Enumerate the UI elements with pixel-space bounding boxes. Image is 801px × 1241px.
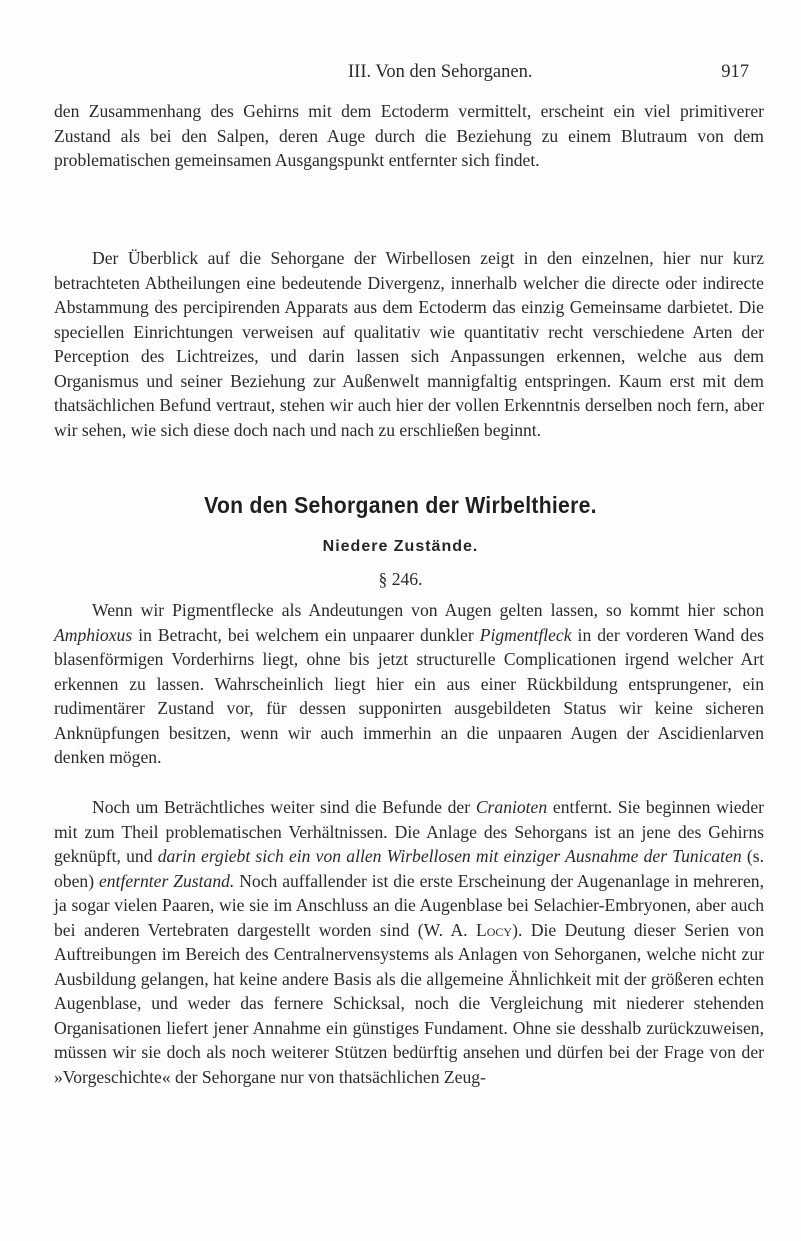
text-run: Noch auffallender ist die erste Erscheinung der Augenanlage in mehreren, ja sogar vielen Paaren, wie sie im Anschluss an die Augenblase bei Selachier-Embryonen, aber auch bei anderen Vertebraten dargestellt worden sind (W. A. [54,870,764,940]
italic-term: Cranioten [475,797,548,817]
subsection-heading: Niedere Zustände. [322,538,479,555]
text-run: ). Die Deutung dieser Serien von Auftreibungen im Bereich des Centralnervensystems als Anlagen von Sehorganen, welche nicht zur Ausbildung gelangen, hat keine andere Basis als die allgemeine Ähnlichkeit mit der größeren echten Augenblase, und weder das fernere Schicksal, noch die Vergleichung mit niederer stehenden Organisationen liefert jener Annahme ein günstiges Fundament. Ohne sie desshalb zurückzuweisen, müssen wir sie doch als noch weiterer Stützen bedürftig ansehen und dürfen bei der Frage von der »Vorgeschichte« der Sehorgane nur von thatsächlichen Zeug- [54,919,764,1087]
text-run: (s. oben) [54,846,764,891]
italic-phrase: darin ergiebt sich ein von allen Wirbellosen mit einziger Ausnahme der Tunicaten [157,846,742,866]
running-head [0,60,801,90]
text-run: entfernt. Sie beginnen wieder mit zum Theil problematischen Verhältnissen. Die Anlage des Sehorgans ist an jene des Gehirns geknüpft, und [54,797,764,866]
paragraph-amphioxus [54,598,764,770]
text-run: Noch um Beträchtliches weiter sind die Befunde der [92,797,476,817]
text-run: Wenn wir Pigmentflecke als Andeutungen von Augen gelten lassen, so kommt hier schon [92,600,764,620]
section-number: § 246. [378,569,423,589]
paragraph-text: den Zusammenhang des Gehirns mit dem Ectoderm vermittelt, erscheint ein viel primitiverer Zustand als bei den Salpen, deren Auge durch die Beziehung zu einem Blutraum von dem problematischen gemeinsamen Ausgangspunkt entfernter sich findet. [54,101,764,170]
italic-term: Amphioxus [54,624,133,645]
text-run: in der vorderen Wand des blasenförmigen Vorderhirns liegt, ohne bis jetzt structurelle Complicationen irgend welcher Art erkennen zu lassen. Wahrscheinlich liegt hier ein aus einer Rückbildung entsprungener, ein rudimentärer Zustand vor, für dessen supponirten ausgebildeten Status wir keine sicheren Anknüpfungen besitzen, wenn wir auch immerhin an die unpaaren Augen der Ascidienlarven denken mögen. [54,624,764,767]
text-run: in Betracht, bei welchem ein unpaarer dunkler [132,624,480,645]
paragraph-text [54,598,764,770]
paragraph-cranioten [54,795,764,1089]
italic-phrase: entfernter Zustand. [98,870,235,891]
running-head-title: III. Von den Sehorganen. [348,62,533,82]
paragraph-text: Der Überblick auf die Sehorgane der Wirbellosen zeigt in den einzelnen, hier nur kurz betrachteten Abtheilungen eine bedeutende Divergenz, innerhalb welcher die directe oder indirecte Abstammung des percipirenden Apparats aus dem Ectoderm das einzig Gemeinsame darbietet. Die speciellen Einrichtungen verweisen auf qualitativ wie quantitativ recht verschiedene Arten der Perception des Lichtreizes, und darin lassen sich Anpassungen erkennen, welche aus dem Organismus und seiner Beziehung zur Außenwelt mannigfaltig entspringen. Kaum erst mit dem thatsächlichen Befund vertraut, stehen wir auch hier der vollen Erkenntnis derselben noch fern, aber wir sehen, wie sich diese doch nach und nach zu erschließen beginnt. [54,248,764,440]
paragraph-overview [54,246,764,442]
author-name: Locy [476,919,513,940]
page-number: 917 [721,62,749,82]
italic-term: Pigmentfleck [479,624,572,645]
section-heading: Von den Sehorganen der Wirbelthiere. [204,492,597,518]
paragraph-text [54,795,764,1089]
paragraph-continuation [54,99,764,173]
